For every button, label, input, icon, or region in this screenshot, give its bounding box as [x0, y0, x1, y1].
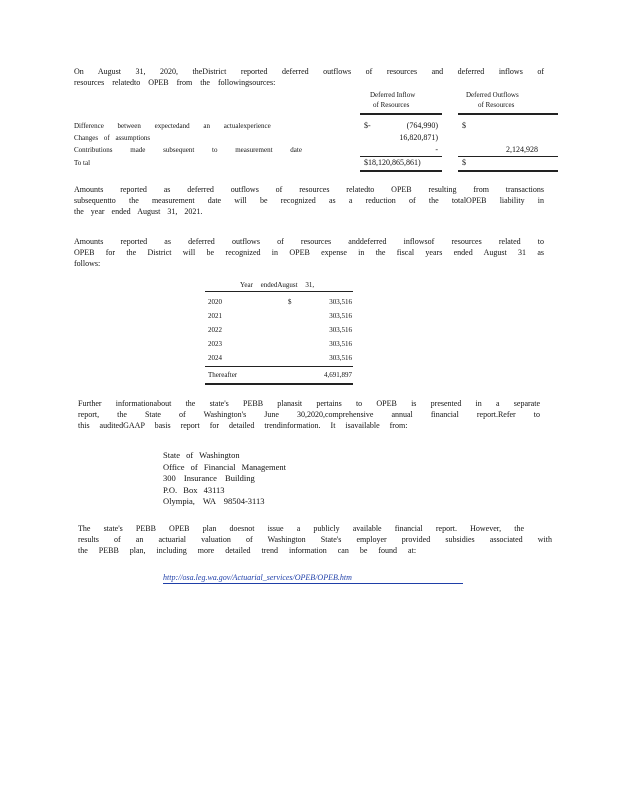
schedule-year: 2024 [208, 354, 222, 362]
row-label: To tal [74, 159, 91, 167]
schedule-currency: $ [288, 298, 292, 306]
schedule-year: 2022 [208, 326, 222, 334]
row-inflow: 16,820,871) [399, 133, 438, 142]
schedule-year: 2023 [208, 340, 222, 348]
row-inflow: (764,990) [406, 121, 438, 130]
row-outflow-prefix: $ [462, 121, 466, 130]
row-outflow-prefix: $ [462, 158, 466, 167]
schedule-year: Thereafter [208, 371, 238, 379]
outflow-total-rule [458, 156, 558, 157]
schedule-header: Year endedAugust 31, [240, 281, 315, 289]
row-label: Contributions made subsequent to measurement date [74, 146, 302, 154]
inflow-header-rule [360, 113, 442, 115]
para4-line-2: report, the State of Washington's June 30,2020,comprehensive annual financial report.Refer to [78, 410, 540, 419]
row-label: Changes of assumptions [74, 134, 151, 142]
outflow-header-line-2: of Resources [478, 101, 515, 109]
address-line-2: Office of Financial Management [163, 461, 287, 472]
para3-line-3: follows: [74, 259, 101, 268]
outflow-header-line-1: Deferred Outflows [466, 91, 519, 99]
inflow-double-rule [360, 170, 442, 172]
schedule-total-rule [205, 383, 353, 385]
para4-line-3: this auditedGAAP basis report for detailed trendinformation. It isavailable from: [78, 421, 408, 430]
para2-line-2: subsequentto the measurement date will be recognized as a reduction of the totalOPEB liability in [74, 196, 544, 205]
para5-line-2: results of an actuarial valuation of Washington State's employer provided subsidies associated with [78, 535, 552, 544]
schedule-subtotal-rule [205, 366, 353, 367]
schedule-year: 2020 [208, 298, 222, 306]
actuarial-paragraph [78, 523, 552, 556]
address-line-5: Olympia, WA 98504-3113 [163, 496, 265, 506]
inflow-header-line-1: Deferred Inflow [370, 91, 416, 99]
inflow-total-rule [360, 156, 442, 157]
further-info-paragraph [78, 398, 540, 431]
row-inflow: $18,120,865,861) [364, 158, 421, 167]
schedule-amount: 303,516 [329, 326, 352, 334]
schedule-amount: 4,691,897 [324, 371, 352, 379]
address-line-3: 300 Insurance Building [163, 473, 255, 483]
schedule-amount: 303,516 [329, 340, 352, 348]
schedule-header-rule [205, 291, 353, 292]
outflow-header-rule [458, 113, 558, 115]
para2-line-1: Amounts reported as deferred outflows of resources relatedto OPEB resulting from transactions [74, 185, 544, 194]
para3-line-1: Amounts reported as deferred outflows of resources anddeferred inflowsof resources related to [74, 237, 544, 246]
address-block [163, 450, 286, 508]
para5-line-3: the PEBB plan, including more detailed trend information can be found at: [78, 546, 417, 555]
schedule-amount: 303,516 [329, 298, 352, 306]
para5-line-1: The state's PEBB OPEB plan doesnot issue a publicly available financial report. However, the [78, 524, 524, 533]
schedule-amount: 303,516 [329, 354, 352, 362]
outflow-double-rule [458, 170, 558, 172]
address-line-4: P.O. Box 43113 [163, 484, 225, 495]
row-inflow: - [435, 145, 438, 154]
para2-line-3: the year ended August 31, 2021. [74, 207, 203, 216]
row-outflow: 2,124,928 [506, 145, 538, 154]
intro-line-2: resources relatedto OPEB from the followingsources: [74, 78, 276, 87]
row-prefix: $- [364, 121, 371, 130]
address-line-1: State of Washington [163, 450, 240, 460]
actuarial-link[interactable]: http://osa.leg.wa.gov/Actuarial_services/OPEB/OPEB.htm [163, 573, 463, 584]
intro-paragraph [74, 66, 544, 88]
intro-line-1: On August 31, 2020, theDistrict reported deferred outflows of resources and deferred inflows of [74, 67, 544, 76]
recognition-paragraph [74, 184, 544, 217]
para4-line-1: Further informationabout the state's PEBB planasit pertains to OPEB is presented in a separate [78, 399, 540, 408]
schedule-year: 2021 [208, 312, 222, 320]
inflow-header-line-2: of Resources [373, 101, 410, 109]
amortization-paragraph [74, 236, 544, 269]
schedule-amount: 303,516 [329, 312, 352, 320]
row-label: Difference between expectedand an actualexperience [74, 122, 271, 130]
para3-line-2: OPEB for the District will be recognized in OPEB expense in the fiscal years ended August 31 as [74, 248, 544, 257]
